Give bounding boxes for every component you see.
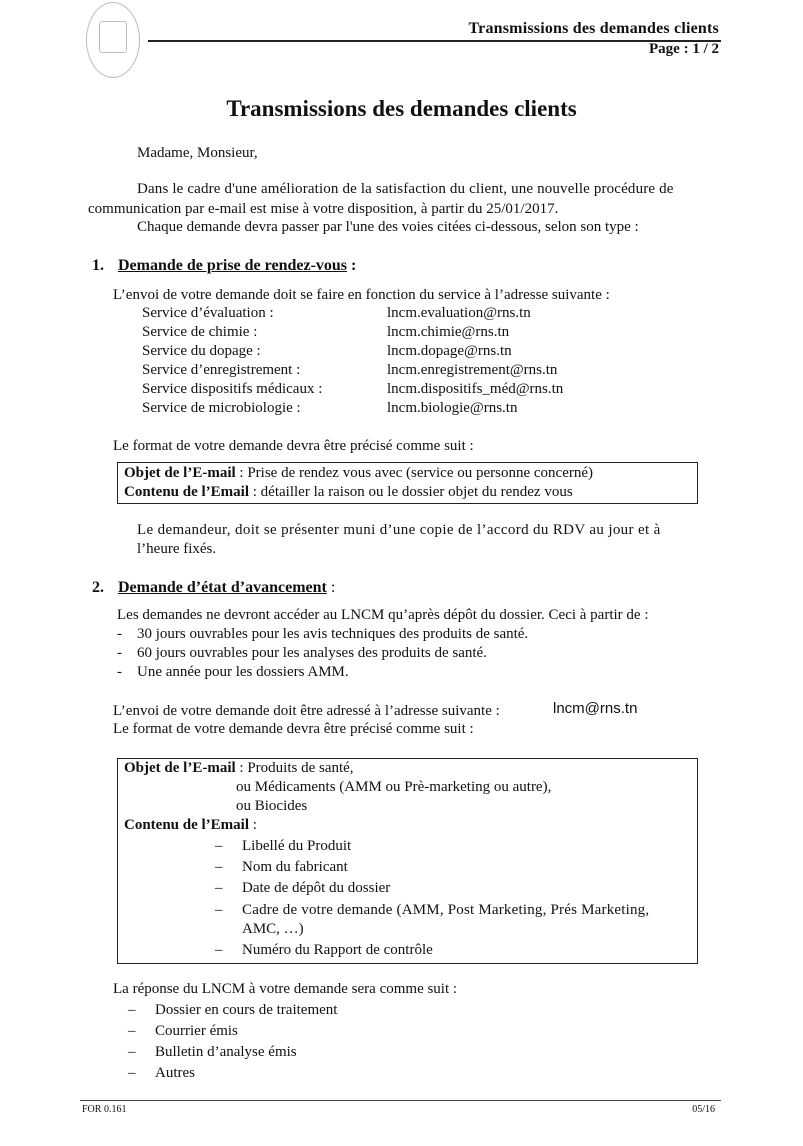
contenu-colon: :	[249, 817, 257, 833]
dash-bullet-icon: –	[215, 942, 223, 958]
intro-line-3: Chaque demande devra passer par l'une des voies citées ci-dessous, selon son type :	[137, 219, 639, 235]
service-email: lncm.biologie@rns.tn	[387, 400, 518, 416]
box-1-contenu-line	[124, 484, 573, 501]
content-item-text: Libellé du Produit	[242, 838, 352, 854]
service-name: Service de microbiologie :	[142, 400, 301, 416]
delay-text: 30 jours ouvrables pour les avis techniques des produits de santé.	[137, 626, 529, 642]
box-2-objet-line	[124, 760, 354, 777]
section-2-heading	[92, 579, 335, 597]
list-item	[128, 1065, 195, 1082]
objet-alt-1: ou Médicaments (AMM ou Prè-marketing ou autre),	[236, 779, 552, 795]
response-lead: La réponse du LNCM à votre demande sera comme suit :	[113, 981, 458, 997]
dash-bullet-icon: –	[215, 880, 223, 896]
dash-bullet-icon: –	[128, 1065, 136, 1081]
dash-bullet-icon: -	[117, 626, 122, 642]
contenu-label: Contenu de l’Email	[124, 817, 250, 833]
service-name: Service dispositifs médicaux :	[142, 381, 323, 397]
section-2-address-lead: L’envoi de votre demande doit être adressé à l’adresse suivante :	[113, 703, 500, 719]
section-2-colon: :	[326, 579, 336, 596]
service-email: lncm.dopage@rns.tn	[387, 343, 512, 359]
dash-bullet-icon: –	[215, 838, 223, 854]
section-1-format-lead: Le format de votre demande devra être précisé comme suit :	[113, 438, 474, 454]
section-1-title: Demande de prise de rendez-vous	[118, 257, 348, 274]
service-name: Service d’évaluation :	[142, 305, 274, 321]
list-item	[117, 645, 487, 662]
contenu-label: Contenu de l’Email	[124, 484, 250, 500]
list-item	[215, 880, 390, 897]
list-item	[117, 664, 349, 681]
list-item	[128, 1044, 297, 1061]
seal-emblem-icon	[99, 21, 127, 53]
list-item	[128, 1002, 337, 1019]
section-2-lead: Les demandes ne devront accéder au LNCM qu’après dépôt du dossier. Ceci à partir de :	[117, 607, 649, 623]
service-email: lncm.chimie@rns.tn	[387, 324, 510, 340]
content-item-text: Cadre de votre demande (AMM, Post Marketing, Prés Marketing,	[242, 902, 650, 918]
section-1-lead: L’envoi de votre demande doit se faire en fonction du service à l’adresse suivante :	[113, 287, 610, 303]
section-1-note-line-1: Le demandeur, doit se présenter muni d’une copie de l’accord du RDV au jour et à	[137, 522, 661, 538]
header-divider	[148, 40, 721, 42]
content-item-text: Numéro du Rapport de contrôle	[242, 942, 433, 958]
service-email: lncm.enregistrement@rns.tn	[387, 362, 558, 378]
service-name: Service du dopage :	[142, 343, 261, 359]
footer-version: 05/16	[692, 1104, 715, 1115]
list-item	[215, 902, 649, 919]
list-item	[117, 626, 528, 643]
page-number: Page : 1 / 2	[649, 41, 719, 57]
response-text: Dossier en cours de traitement	[155, 1002, 338, 1018]
dash-bullet-icon: –	[128, 1044, 136, 1060]
service-email: lncm.dispositifs_méd@rns.tn	[387, 381, 564, 397]
organization-seal-logo	[86, 2, 140, 78]
objet-label: Objet de l’E-mail	[124, 760, 236, 776]
section-1-note-line-2: l’heure fixés.	[137, 541, 217, 557]
dash-bullet-icon: –	[128, 1023, 136, 1039]
section-2-title: Demande d’état d’avancement	[118, 579, 327, 596]
dash-bullet-icon: -	[117, 664, 122, 680]
content-item-text: Date de dépôt du dossier	[242, 880, 391, 896]
intro-line-2: communication par e-mail est mise à votre disposition, à partir du 25/01/2017.	[88, 201, 559, 217]
salutation: Madame, Monsieur,	[137, 145, 258, 161]
service-name: Service de chimie :	[142, 324, 258, 340]
service-email: lncm.evaluation@rns.tn	[387, 305, 531, 321]
section-1-colon: :	[347, 257, 357, 274]
objet-alt-2: ou Biocides	[236, 798, 308, 814]
header-title: Transmissions des demandes clients	[468, 20, 719, 37]
delay-text: 60 jours ouvrables pour les analyses des produits de santé.	[137, 645, 487, 661]
box-1-objet-line	[124, 465, 593, 482]
dash-bullet-icon: -	[117, 645, 122, 661]
footer-form-code: FOR 0.161	[82, 1104, 127, 1115]
delay-text: Une année pour les dossiers AMM.	[137, 664, 349, 680]
content-item-continuation: AMC, …)	[242, 921, 304, 937]
list-item	[215, 942, 433, 959]
objet-text: : Prise de rendez vous avec (service ou personne concerné)	[235, 465, 593, 481]
dash-bullet-icon: –	[215, 859, 223, 875]
list-item	[215, 838, 351, 855]
section-2-address-email: lncm@rns.tn	[553, 700, 638, 717]
objet-label: Objet de l’E-mail	[124, 465, 236, 481]
response-text: Autres	[155, 1065, 195, 1081]
section-2-number: 2.	[92, 579, 104, 596]
section-2-format-lead: Le format de votre demande devra être précisé comme suit :	[113, 721, 474, 737]
section-1-number: 1.	[92, 257, 104, 274]
list-item	[128, 1023, 238, 1040]
footer-divider	[80, 1100, 721, 1101]
objet-text: : Produits de santé,	[235, 760, 354, 776]
section-1-heading	[92, 257, 356, 275]
response-text: Courrier émis	[155, 1023, 238, 1039]
dash-bullet-icon: –	[128, 1002, 136, 1018]
content-item-text: Nom du fabricant	[242, 859, 348, 875]
intro-line-1: Dans le cadre d'une amélioration de la satisfaction du client, une nouvelle procédure de	[137, 181, 674, 197]
contenu-text: : détailler la raison ou le dossier objet du rendez vous	[249, 484, 573, 500]
response-text: Bulletin d’analyse émis	[155, 1044, 297, 1060]
service-name: Service d’enregistrement :	[142, 362, 301, 378]
dash-bullet-icon: –	[215, 902, 223, 918]
document-title: Transmissions des demandes clients	[226, 96, 577, 121]
box-2-contenu-line	[124, 817, 257, 834]
list-item	[215, 859, 348, 876]
